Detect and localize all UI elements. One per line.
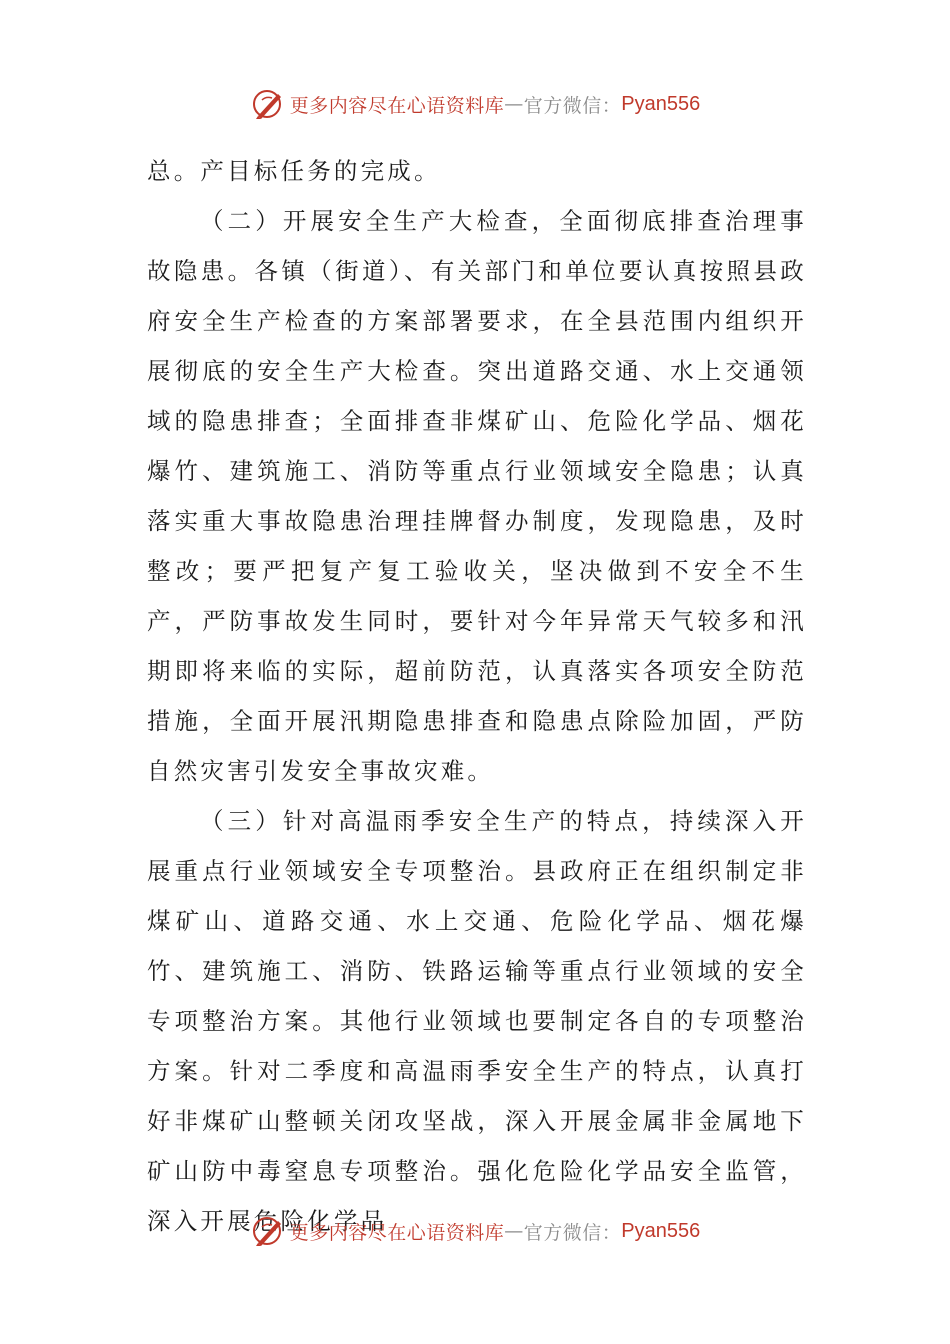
header-separator: — [504, 93, 524, 115]
header-wechat-id: Pyan556 [621, 92, 701, 115]
document-body [147, 146, 807, 1246]
pen-logo-icon [250, 86, 286, 122]
footer-banner [0, 1211, 950, 1251]
paragraph-section-3: （三）针对高温雨季安全生产的特点，持续深入开展重点行业领域安全专项整治。县政府正在组织制定非煤矿山、道路交通、水上交通、危险化学品、烟花爆竹、建筑施工、消防、铁路运输等重点行业领域的安全专项整治方案。其他行业领域也要制定各自的专项整治方案。针对二季度和高温雨季安全生产的特点，认真打好非煤矿山整顿关闭攻坚战，深入开展金属非金属地下矿山防中毒窒息专项整治。强化危险化学品安全监管，深入开展危险化学品 [147, 807, 807, 1235]
paragraph-section-2: （二）开展安全生产大检查，全面彻底排查治理事故隐患。各镇（街道）、有关部门和单位要认真按照县政府安全生产检查的方案部署要求，在全县范围内组织开展彻底的安全生产大检查。突出道路交通、水上交通领域的隐患排查；全面排查非煤矿山、危险化学品、烟花爆竹、建筑施工、消防等重点行业领域安全隐患；认真落实重大事故隐患治理挂牌督办制度，发现隐患，及时整改；要严把复产复工验收关，坚决做到不安全不生产，严防事故发生同时，要针对今年异常天气较多和汛期即将来临的实际，超前防范，认真落实各项安全防范措施，全面开展汛期隐患排查和隐患点除险加固，严防自然灾害引发安全事故灾难。 [147, 207, 807, 785]
header-site-text: 更多内容尽在心语资料库 [289, 94, 505, 117]
footer-wechat-label: 官方微信： [523, 1221, 622, 1244]
paragraph-continuation: 总。产目标任务的完成。 [147, 157, 441, 185]
footer-wechat-id: Pyan556 [621, 1219, 701, 1242]
header-banner [0, 84, 950, 124]
footer-separator: — [504, 1220, 524, 1242]
footer-site-text: 更多内容尽在心语资料库 [289, 1221, 505, 1244]
pen-logo-icon [250, 1213, 286, 1249]
header-wechat-label: 官方微信： [523, 94, 622, 117]
